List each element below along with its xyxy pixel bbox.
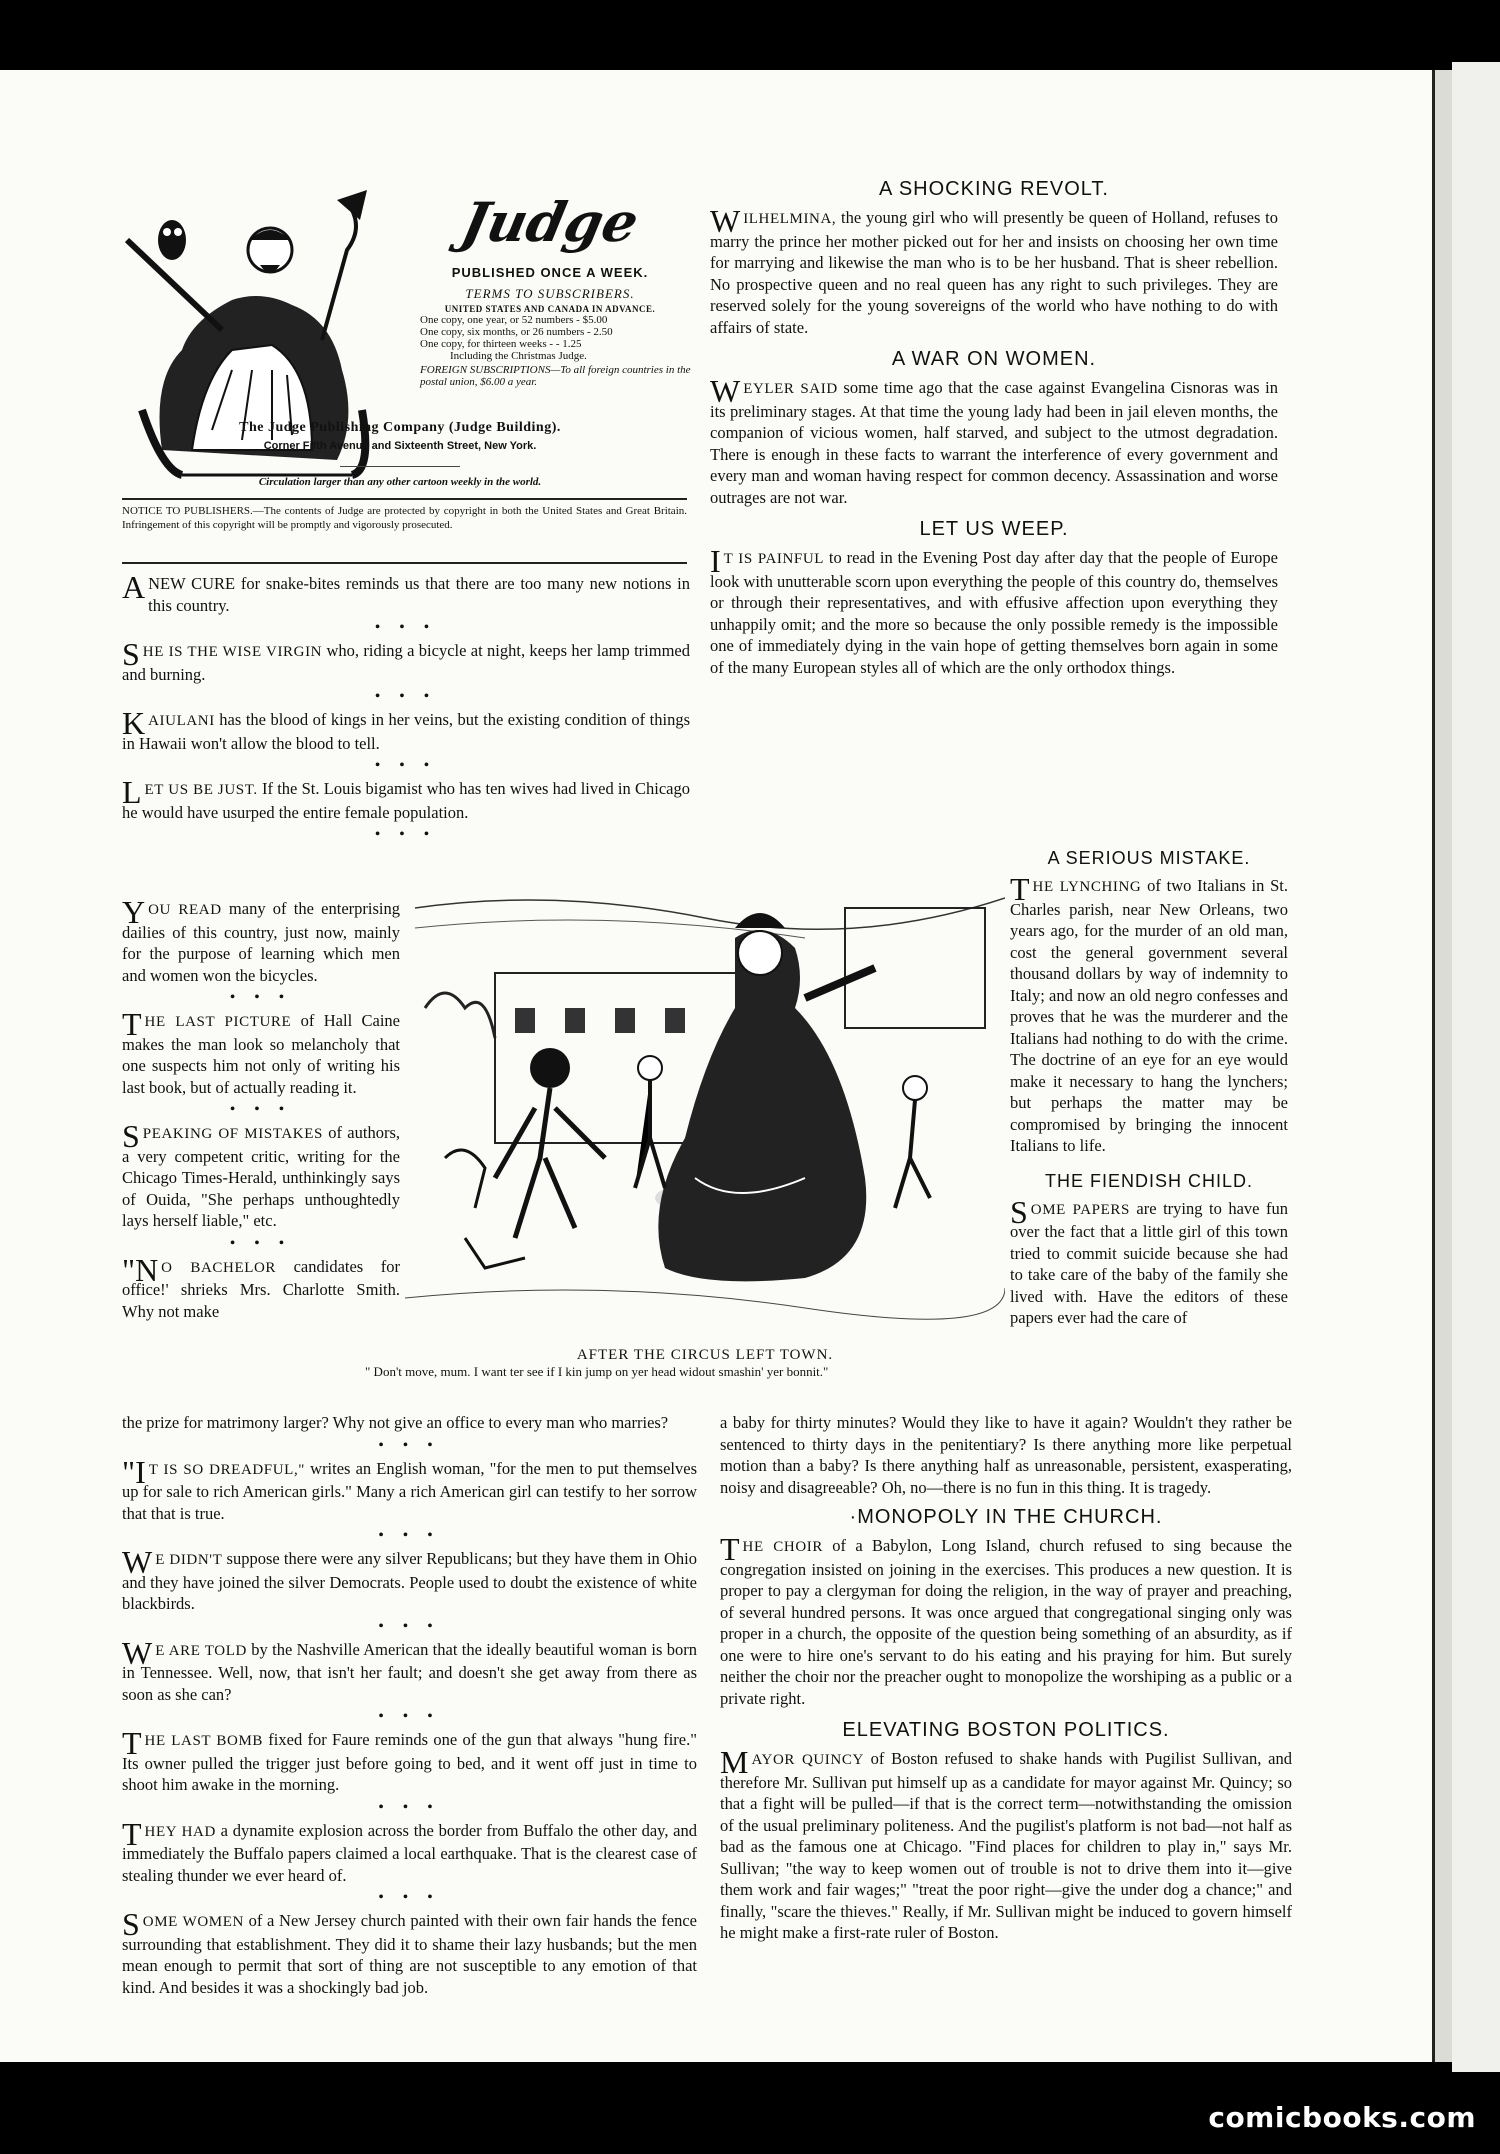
separator-dots: • • • (230, 1235, 292, 1251)
rate-christmas: Including the Christmas Judge. (450, 350, 587, 362)
paragraph-nashville-american: W E ARE TOLD by the Nashville American that the ideally beautiful woman is born in Tennessee. Well, now, that isn't her fault; and doesn't she get away from there as soon as she can? (122, 1634, 697, 1704)
separator-dots: • • • (378, 1799, 441, 1815)
paragraph-monopoly-church: THE CHOIR of a Babylon, Long Island, church refused to sing because the congregation insisted on joining in the exercises. This produces a new question. It is proper to pay a clergyman for doing the religion, in the way of prayer and preaching, of several hundred persons. It was once argued that congregational singing only was proper in a church, the opposite of the question being something of an absurdity, as if one were to hire one's servant to do his eating and his praying for him. But surely neither the choir nor the preacher ought to monopolize the worshiping as a public or a private right. (720, 1531, 1293, 1708)
rate-thirteen-weeks: One copy, for thirteen weeks - - 1.25 (420, 338, 582, 350)
right-column-lower (720, 1412, 1292, 1944)
separator-dots: • • • (375, 620, 437, 635)
circulation-note: Circulation larger than any other cartoon weekly in the world. (258, 476, 542, 488)
paragraph-last-bomb: THE LAST BOMB fixed for Faure reminds one of the gun that always "hung fire." Its owner pulled the trigger just before going to bed, and it went off just in time to shoot him awake in the morning. (122, 1725, 697, 1794)
facing-page-edge (1452, 62, 1500, 2072)
heading-monopoly-church: ·MONOPOLY IN THE CHURCH. (849, 1506, 1163, 1528)
cartoon-caption-block (365, 1347, 1005, 1380)
paragraph-some-women: SOME WOMEN of a New Jersey church painted with their own fair hands the fence surrounding that establishment. They did it to shame their lazy husbands; but the men mean enough to permit that sort of thing are not susceptible to any emotion of that kind. And besides it was a shockingly bad job. (122, 1906, 697, 1997)
terms-region: UNITED STATES AND CANADA IN ADVANCE. (444, 304, 656, 314)
separator-dots: • • • (230, 990, 292, 1005)
separator-dots: • • • (375, 689, 437, 704)
paragraph-kaiulani: KAIULANI has the blood of kings in her veins, but the existing condition of things in Hawaii won't allow the blood to tell. (122, 705, 690, 753)
masthead-divider (340, 466, 460, 467)
paragraph-silver-republicans: W E DIDN'T suppose there were any silver Republicans; but they have them in Ohio and they have joined the silver Democrats. People used to doubt the existence of white blackbirds. (122, 1544, 698, 1613)
heading-fiendish-child: THE FIENDISH CHILD. (1044, 1170, 1254, 1191)
right-column-narrow (1010, 848, 1288, 1329)
separator-dots: • • • (375, 758, 437, 773)
terms-title: TERMS TO SUBSCRIBERS. (465, 286, 635, 301)
heading-let-us-weep: LET US WEEP. (919, 518, 1069, 540)
separator-dots: • • • (378, 1528, 441, 1543)
separator-dots: • • • (378, 1709, 441, 1724)
masthead-logo: Judge (455, 190, 645, 254)
heading-war-on-women: A WAR ON WOMEN. (891, 348, 1097, 370)
published-line: PUBLISHED ONCE A WEEK. (451, 265, 649, 280)
masthead-terms (405, 265, 695, 388)
paragraph-so-dreadful: "I T IS SO DREADFUL," writes an English woman, "for the men to put themselves up for sale to rich American girls." Many a rich American girl can testify to her sorrow that that is true. (122, 1453, 697, 1523)
cartoon-circus-illustration (405, 878, 1005, 1348)
separator-dots: • • • (378, 1437, 441, 1453)
separator-dots: • • • (230, 1102, 292, 1117)
paragraph-fiendish-child-continued: a baby for thirty minutes? Would they like to have it again? Wouldn't they rather be sentenced to thirty days in the penitentiary? Is there anything more like perpetual motion than a baby? Is there anything half as unreasonable, persistent, exasperating, noisy and disagreeable? Oh, no—there is no fun in this thing. It is tragedy. (720, 1413, 1292, 1497)
paragraph-wise-virgin: SHE IS THE WISE VIRGIN who, riding a bicycle at night, keeps her lamp trimmed and burning. (122, 636, 690, 684)
site-watermark: comicbooks.com (1208, 2101, 1476, 2134)
paragraph-last-picture: THE LAST PICTURE of Hall Caine makes the man look so melancholy that one suspects him not only of writing his last book, but of actually reading it. (122, 1006, 401, 1097)
publisher-address: Corner Fifth Avenue and Sixteenth Street, New York. (263, 440, 537, 452)
separator-dots: • • • (378, 1890, 441, 1905)
cartoon-quote: " Don't move, mum. I want ter see if I kin jump on yer head widout smashin' yer bonnit." (365, 1364, 829, 1379)
left-column-lower (122, 1412, 697, 1998)
magazine-page (0, 70, 1432, 2062)
notice-rule-bottom (122, 562, 687, 564)
separator-dots: • • • (378, 1618, 441, 1634)
right-column-upper (710, 178, 1278, 678)
heading-shocking-revolt: A SHOCKING REVOLT. (879, 178, 1109, 200)
paragraph-boston-politics: MAYOR QUINCY of Boston refused to shake hands with Pugilist Sullivan, and therefore Mr. Sullivan put himself up as a candidate for mayor against Mr. Quincy; so that a fight will be pulled—if that is the correct term—notwithstanding the omission of the usual preliminary politeness. And the pugilist's platform is not bad—not half as bad as the famous one at Chicago. "Find places for children to play in," says Mr. Sullivan; "the way to keep women out of trouble is not to drive them into it—give them work and fair wages;" "treat the poor right—give the under dog a chance;" and finally, "scare the thieves." Really, if Mr. Sullivan might be induced to govern himself he might make a first-rate ruler of Boston. (720, 1744, 1292, 1942)
paragraph-mistakes-of-authors: SPEAKING OF MISTAKES of authors, a very competent critic, writing for the Chicago Times-Herald, unthinkingly says of Ouida, "She perhaps unthoughtedly lays herself liable," etc. (122, 1118, 400, 1230)
rate-six-months: One copy, six months, or 26 numbers - 2.50 (420, 326, 613, 338)
paragraph-no-bachelor: "N O BACHELOR candidates for office!' shrieks Mrs. Charlotte Smith. Why not make (122, 1251, 401, 1321)
separator-dots: • • • (375, 827, 437, 842)
heading-serious-mistake: A SERIOUS MISTAKE. (1047, 848, 1251, 868)
rate-one-year: One copy, one year, or 52 numbers - $5.00 (420, 314, 608, 326)
foreign-subscriptions: FOREIGN SUBSCRIPTIONS—To all foreign countries in the postal union, $6.00 a year. (420, 364, 691, 388)
paragraph-fiendish-child: SOME PAPERS are trying to have fun over the fact that a little girl of this town tried to commit suicide because she had to take care of the baby of the family she lived with. Have the editors of these papers ever had the care of (1010, 1193, 1289, 1327)
paragraph-shocking-revolt: WILHELMINA, the young girl who will presently be queen of Holland, refuses to marry the prince her mother picked out for her and insists on choosing her own time for marrying and likewise the man who is to be her husband. That is sheer rebellion. No prospective queen and no real queen has any right to such privileges. They are reserved solely for the young sovereigns of the world who have nothing to do with affairs of state. (710, 203, 1278, 337)
paragraph-let-us-weep: I T IS PAINFUL to read in the Evening Post day after day that the people of Europe look with unutterable scorn upon everything the people of this country do, themselves or through their representatives, and with effusive affection upon everything they unhappily omit; and the more so because the only possible remedy is the impossible one of immediately dying in the vain hope of getting themselves born again in some of the many European styles all of which are the only orthodox things. (710, 543, 1278, 677)
paragraph-new-cure: A NEW CURE for snake-bites reminds us that there are too many new notions in this country. (122, 569, 690, 615)
paragraph-dynamite-explosion: THEY HAD a dynamite explosion across the border from Buffalo the other day, and immediately the Buffalo papers claimed a local earthquake. That is the clearest case of stealing thunder we ever heard of. (122, 1815, 698, 1885)
left-column-upper (122, 569, 690, 847)
cartoon-title: AFTER THE CIRCUS LEFT TOWN. (576, 1347, 834, 1363)
paragraph-let-us-be-just: LET US BE JUST. If the St. Louis bigamist who has ten wives had lived in Chicago he would have usurped the entire female population. (122, 774, 690, 822)
notice-rule-top (122, 498, 687, 500)
paragraph-serious-mistake: THE LYNCHING of two Italians in St. Charles parish, near New Orleans, two years ago, for the murder of an old man, cost the general government several thousand dollars by way of indemnity to Italy; and now an old negro confesses and proves that he was the murderer and the Italians had nothing to do with the crime. The doctrine of an eye for an eye would make it necessary to hang the lynchers; but perhaps the matter may be compromised by bringing the innocent Italians to life. (1010, 871, 1289, 1155)
paragraph-war-on-women: WEYLER SAID some time ago that the case against Evangelina Cisnoras was in its preliminary stages. At that time the young lady had been in jail eleven months, the companion of vicious women, half starved, and subject to the utmost degradation. There is enough in these facts to warrant the interference of every government and every man and woman having respect for common decency. Assassination and worse outrages are not war. (710, 373, 1279, 507)
paragraph-you-read: YOU READ many of the enterprising dailies of this country, just now, mainly for the purpose of learning which men and women won the bicycles. (122, 894, 400, 985)
left-column-narrow (122, 894, 401, 1322)
notice-to-publishers: NOTICE TO PUBLISHERS.—The contents of Judge are protected by copyright in both the United States and Great Britain. Infringement of this copyright will be promptly and vigorously prosecuted. (122, 505, 687, 531)
paragraph-no-bachelor-continued: the prize for matrimony larger? Why not give an office to every man who marries? (122, 1413, 669, 1432)
heading-boston-politics: ELEVATING BOSTON POLITICS. (842, 1719, 1170, 1741)
publisher-name: The Judge Publishing Company (Judge Building). (239, 420, 561, 435)
